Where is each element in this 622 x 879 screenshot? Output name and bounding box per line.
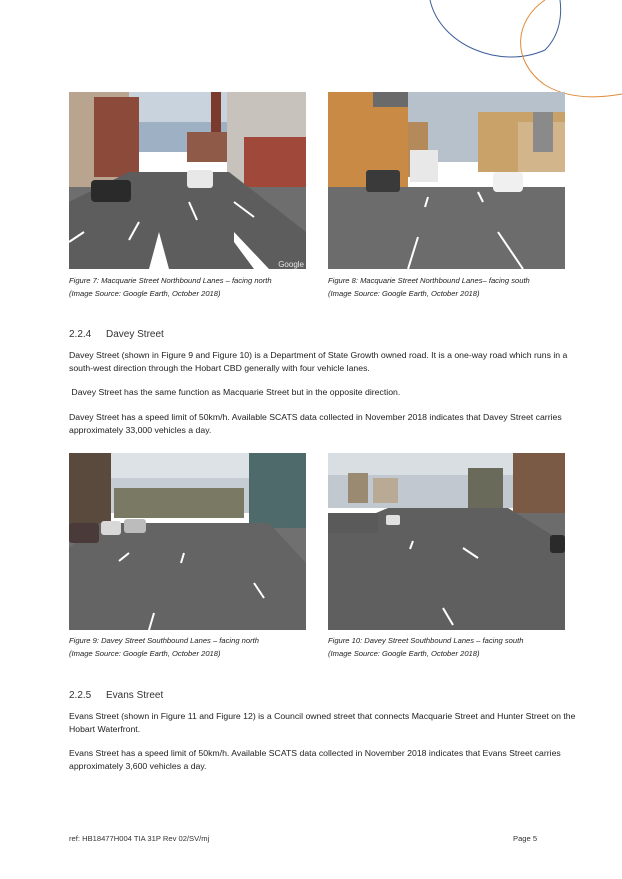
figure-7-caption: Figure 7: Macquarie Street Northbound Lanes – facing north bbox=[69, 276, 272, 285]
figure-8-caption: Figure 8: Macquarie Street Northbound Lanes– facing south bbox=[328, 276, 530, 285]
evans-paragraph-1: Evans Street (shown in Figure 11 and Figure 12) is a Council owned street that connects Macquarie Street and Hunter Street on the Hobart Waterfront. bbox=[69, 711, 576, 734]
davey-paragraph-1: Davey Street (shown in Figure 9 and Figure 10) is a Department of State Growth owned road. It is a one-way road which runs in a south-west direction through the Hobart CBD generally with four vehicle lanes. bbox=[69, 350, 568, 373]
figure-10-source: (Image Source: Google Earth, October 2018) bbox=[328, 649, 480, 658]
section-heading-evans bbox=[69, 690, 163, 701]
footer-reference: ref: HB18477H004 TIA 31P Rev 02/SV/mj bbox=[69, 834, 210, 843]
figure-9-caption: Figure 9: Davey Street Southbound Lanes – facing north bbox=[69, 636, 259, 645]
page-number: Page 5 bbox=[513, 834, 538, 843]
evans-paragraph-2: Evans Street has a speed limit of 50km/h. Available SCATS data collected in November 2018 indicates that Evans Street carries approximately 3,600 vehicles a day. bbox=[69, 748, 561, 771]
section-number: 2.2.4 bbox=[69, 329, 92, 340]
davey-paragraph-2: Davey Street has the same function as Macquarie Street but in the opposite direction. bbox=[69, 387, 401, 397]
figure-8-photo bbox=[328, 92, 565, 269]
section-title: Davey Street bbox=[106, 329, 164, 340]
section-heading-davey bbox=[69, 329, 164, 340]
figure-10-photo bbox=[328, 453, 565, 630]
davey-paragraph-3: Davey Street has a speed limit of 50km/h. Available SCATS data collected in November 2018 indicates that Davey Street carries approximately 33,000 vehicles a day. bbox=[69, 412, 562, 435]
figure-9-photo bbox=[69, 453, 306, 630]
figure-10-caption: Figure 10: Davey Street Southbound Lanes – facing south bbox=[328, 636, 524, 645]
figure-9-source: (Image Source: Google Earth, October 2018) bbox=[69, 649, 221, 658]
section-number: 2.2.5 bbox=[69, 690, 92, 701]
figure-7-source: (Image Source: Google Earth, October 2018) bbox=[69, 289, 221, 298]
figure-8-source: (Image Source: Google Earth, October 2018) bbox=[328, 289, 480, 298]
section-title: Evans Street bbox=[106, 690, 164, 701]
google-watermark: Google bbox=[278, 260, 304, 269]
figure-7-photo bbox=[69, 92, 306, 269]
